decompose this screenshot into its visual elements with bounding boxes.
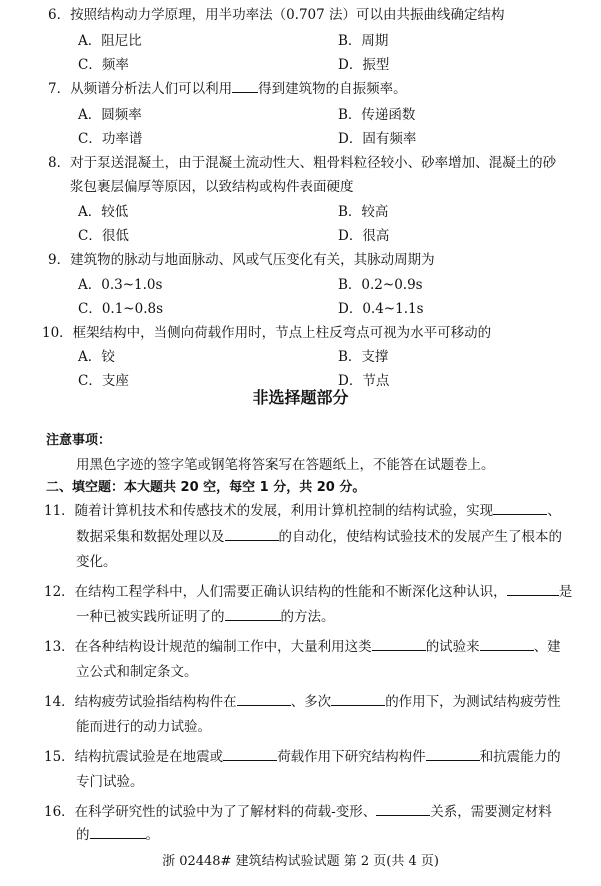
answer-blank [507, 583, 559, 596]
question-11-text: 、 [547, 503, 561, 519]
question-11-text: 的自动化，使结构试验技术的发展产生了根本的 [278, 529, 562, 545]
question-12-text: 12．在结构工程学科中，人们需要正确认识结构的性能和不断深化这种认识， [44, 584, 507, 600]
question-12-text: 一种已被实践所证明了的 [76, 609, 225, 625]
question-14 [44, 693, 561, 711]
notice-title: 注意事项： [46, 433, 112, 448]
option-10b: B．支撑 [338, 349, 389, 365]
question-15-text: 和抗震能力的 [479, 749, 561, 765]
question-15 [44, 748, 561, 766]
notice-text: 用黑色字迹的签字笔或钢笔将答案写在答题纸上，不能答在试题卷上。 [76, 457, 495, 473]
answer-blank [426, 748, 480, 761]
question-10: 10．框架结构中，当侧向荷载作用时，节点上柱反弯点可视为水平可移动的 [42, 325, 492, 341]
option-8d: D．很高 [338, 228, 390, 244]
question-11-end: 变化。 [76, 554, 117, 570]
question-7-text-before: 7．从频谱分析法人们可以利用 [48, 81, 233, 97]
question-7-text-after: 得到建筑物的自振频率。 [258, 81, 407, 97]
option-9c: C．0.1~0.8s [78, 301, 164, 317]
question-11 [44, 502, 561, 520]
question-13-text: 的试验来 [425, 639, 480, 655]
question-15-text: 15．结构抗震试验是在地震或 [44, 749, 224, 765]
option-10d: D．节点 [338, 373, 390, 389]
answer-blank [493, 502, 547, 515]
option-6d: D．振型 [338, 57, 390, 73]
question-13-text: 13．在各种结构设计规范的编制工作中，大量利用这类 [44, 639, 372, 655]
question-14-text: 的作用下，为测试结构疲劳性 [385, 694, 561, 710]
question-16-cont [76, 826, 159, 844]
question-8-cont: 浆包裹层偏厚等原因，以致结构或构件表面硬度 [70, 179, 354, 195]
answer-blank [232, 80, 258, 93]
option-6c: C．频率 [78, 57, 129, 73]
option-9d: D．0.4~1.1s [338, 301, 424, 317]
question-12-text: 的方法。 [280, 609, 335, 625]
option-8a: A．较低 [78, 204, 129, 220]
answer-blank [372, 638, 426, 651]
question-15-text: 荷载作用下研究结构构件 [277, 749, 426, 765]
option-7a: A．圆频率 [78, 107, 142, 123]
answer-blank [223, 748, 277, 761]
section-title: 非选择题部分 [252, 388, 349, 407]
question-11-cont [76, 528, 562, 546]
question-8: 8．对于泵送混凝土，由于混凝土流动性大、粗骨料粒径较小、砂率增加、混凝土的砂 [48, 155, 557, 171]
option-8b: B．较高 [338, 204, 389, 220]
part2-title: 二、填空题：本大题共 20 空，每空 1 分，共 20 分。 [46, 480, 366, 495]
question-6: 6．按照结构动力学原理，用半功率法（0.707 法）可以由共振曲线确定结构 [48, 7, 505, 23]
question-14-text: 、多次 [290, 694, 332, 710]
question-16-text: 16．在科学研究性的试验中为了了解材料的荷载-变形、 [44, 804, 377, 820]
option-8c: C．很低 [78, 228, 129, 244]
answer-blank [331, 693, 385, 706]
question-16-text: 的 [76, 827, 90, 843]
question-16 [44, 803, 552, 821]
question-15-cont: 专门试验。 [76, 774, 144, 790]
option-6a: A．阻尼比 [78, 33, 142, 49]
option-7d: D．固有频率 [338, 131, 417, 147]
option-6b: B．周期 [338, 33, 389, 49]
question-11-text: 11．随着计算机技术和传感技术的发展，利用计算机控制的结构试验，实现 [44, 503, 494, 519]
answer-blank [225, 528, 279, 541]
question-13-cont: 立公式和制定条文。 [76, 664, 198, 680]
page-footer: 浙 02448# 建筑结构试验试题 第 2 页(共 4 页) [162, 854, 439, 869]
answer-blank [90, 826, 146, 839]
question-11-text: 数据采集和数据处理以及 [76, 529, 225, 545]
question-7 [48, 80, 407, 98]
option-9a: A．0.3~1.0s [78, 277, 163, 293]
question-13 [44, 638, 561, 656]
option-9b: B．0.2~0.9s [338, 277, 423, 293]
option-10a: A．铰 [78, 349, 115, 365]
question-12 [44, 583, 572, 601]
question-14-text: 14．结构疲劳试验指结构构件在 [44, 694, 237, 710]
question-9: 9．建筑物的脉动与地面脉动、风或气压变化有关，其脉动周期为 [48, 252, 435, 268]
answer-blank [237, 693, 291, 706]
option-7b: B．传递函数 [338, 107, 416, 123]
option-7c: C．功率谱 [78, 131, 143, 147]
question-14-cont: 能而进行的动力试验。 [76, 719, 211, 735]
question-13-text: 、建 [533, 639, 561, 655]
question-16-text: 。 [145, 827, 159, 843]
answer-blank [480, 638, 534, 651]
question-16-text: 关系，需要测定材料 [430, 804, 552, 820]
answer-blank [376, 803, 430, 816]
answer-blank [225, 608, 281, 621]
question-12-cont [76, 608, 335, 626]
question-12-text: 是 [558, 584, 573, 600]
option-10c: C．支座 [78, 373, 129, 389]
